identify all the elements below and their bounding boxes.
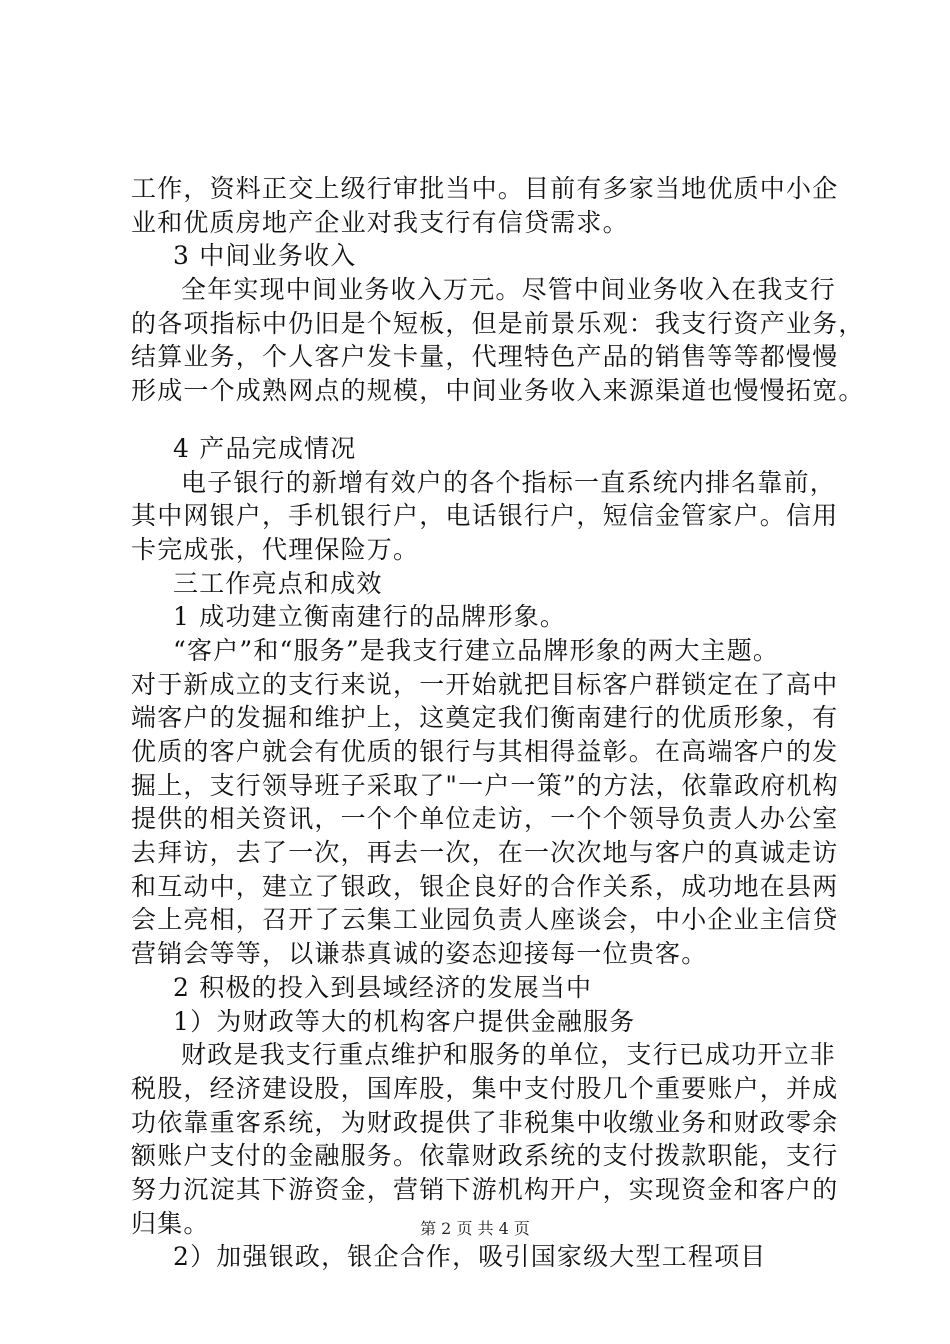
text-line: 电子银行的新增有效户的各个指标一直系统内排名靠前， bbox=[181, 467, 837, 497]
text-line: 掘上，支行领导班子采取了"一户一策”的方法，依靠政府机构 bbox=[131, 770, 839, 800]
text-line: 对于新成立的支行来说，一开始就把目标客户群锁定在了高中 bbox=[131, 669, 839, 699]
text-line: 形成一个成熟网点的规模，中间业务收入来源渠道也慢慢拓宽。 bbox=[131, 376, 865, 406]
document-body bbox=[131, 172, 865, 1274]
text-line: “客户”和“服务”是我支行建立品牌形象的两大主题。 bbox=[173, 635, 780, 665]
text-line: 全年实现中间业务收入万元。尽管中间业务收入在我支行 bbox=[181, 275, 837, 305]
text-line: 其中网银户，手机银行户，电话银行户，短信金管家户。信用 bbox=[131, 501, 839, 531]
text-line: 会上亮相，召开了云集工业园负责人座谈会，中小企业主信贷 bbox=[131, 905, 839, 935]
text-line: 营销会等等，以谦恭真诚的姿态迎接每一位贵客。 bbox=[131, 939, 708, 969]
text-line: 1）为财政等大的机构客户提供金融服务 bbox=[173, 1006, 636, 1036]
text-line: 卡完成张，代理保险万。 bbox=[131, 534, 420, 564]
text-line: 额账户支付的金融服务。依靠财政系统的支付拨款职能，支行 bbox=[131, 1141, 839, 1171]
text-line: 财政是我支行重点维护和服务的单位，支行已成功开立非 bbox=[181, 1040, 837, 1070]
text-line: 工作，资料正交上级行审批当中。目前有多家当地优质中小企 bbox=[131, 174, 839, 203]
text-line: 4 产品完成情况 bbox=[173, 433, 357, 463]
text-line: 税股，经济建设股，国库股，集中支付股几个重要账户，并成 bbox=[131, 1073, 839, 1103]
page-footer bbox=[0, 1216, 950, 1239]
page-number-label: 第 2 页 共 4 页 bbox=[420, 1219, 530, 1238]
text-line: 和互动中，建立了银政，银企良好的合作关系，成功地在县两 bbox=[131, 871, 839, 901]
text-line: 去拜访，去了一次，再去一次，在一次次地与客户的真诚走访 bbox=[131, 838, 839, 868]
text-line: 努力沉淀其下游资金，营销下游机构开户，实现资金和客户的 bbox=[131, 1174, 839, 1204]
text-line: 优质的客户就会有优质的银行与其相得益彰。在高端客户的发 bbox=[131, 737, 839, 766]
text-line: 三工作亮点和成效 bbox=[173, 568, 383, 598]
text-line: 1 成功建立衡南建行的品牌形象。 bbox=[173, 602, 567, 632]
paragraph-gap bbox=[131, 408, 831, 432]
text-line: 端客户的发掘和维护上，这奠定我们衡南建行的优质形象，有 bbox=[131, 703, 839, 733]
text-line: 3 中间业务收入 bbox=[173, 241, 357, 271]
text-line: 归集。 bbox=[131, 1208, 210, 1238]
text-line: 2 积极的投入到县域经济的发展当中 bbox=[173, 972, 593, 1002]
text-line: 结算业务，个人客户发卡量，代理特色产品的销售等等都慢慢 bbox=[131, 342, 839, 372]
text-line: 功依靠重客系统，为财政提供了非税集中收缴业务和财政零余 bbox=[131, 1107, 839, 1137]
text-line: 业和优质房地产企业对我支行有信贷需求。 bbox=[131, 207, 629, 237]
paragraph-lines bbox=[131, 172, 865, 1274]
text-line: 的各项指标中仍旧是个短板，但是前景乐观：我支行资产业务， bbox=[131, 308, 865, 338]
text-line: 提供的相关资讯，一个个单位走访，一个个领导负责人办公室 bbox=[131, 804, 839, 834]
text-line: 2）加强银政，银企合作，吸引国家级大型工程项目 bbox=[173, 1242, 767, 1272]
